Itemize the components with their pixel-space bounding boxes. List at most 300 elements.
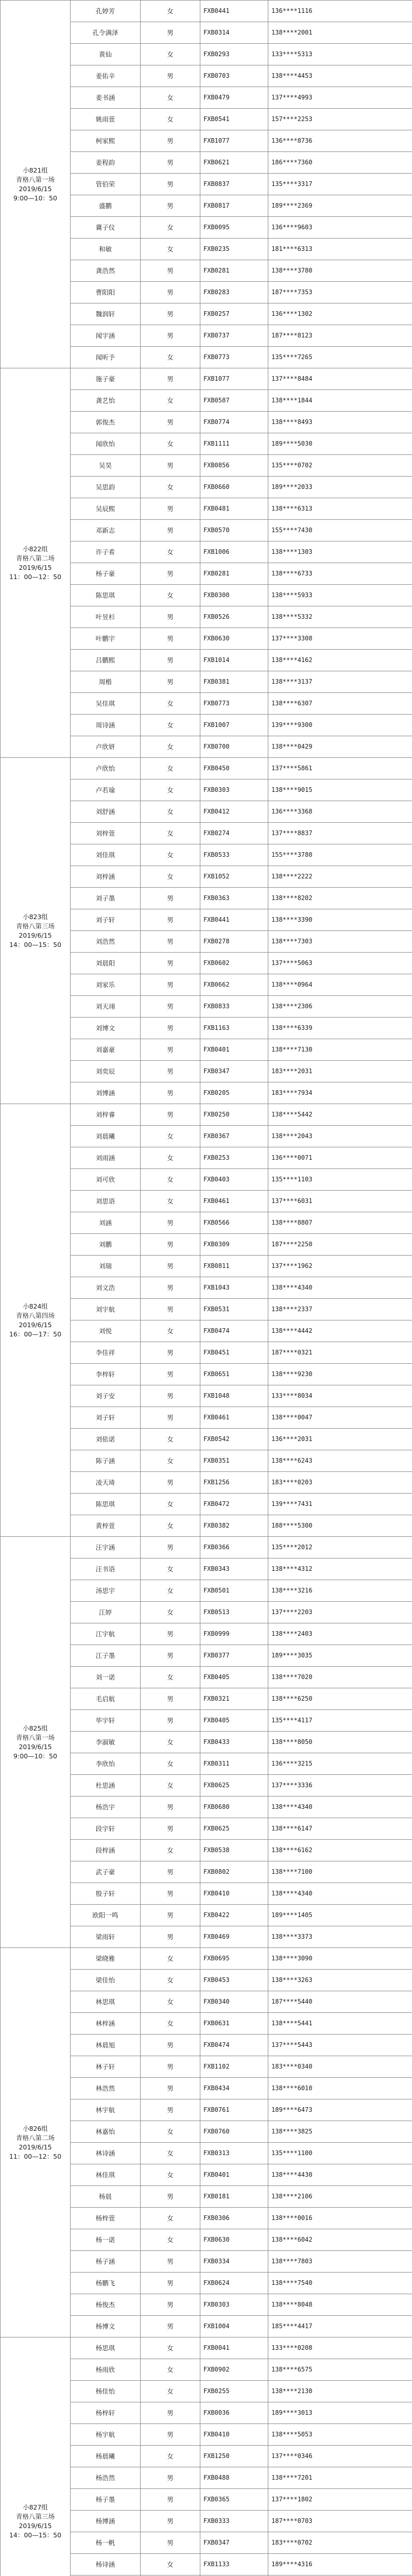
student-id-cell: FXB0773 [200, 347, 268, 368]
student-name-cell: 魏润轩 [71, 303, 141, 325]
gender-cell: 男 [141, 1277, 200, 1299]
gender-cell: 男 [141, 1537, 200, 1558]
phone-cell: 138****3373 [268, 1926, 412, 1948]
gender-cell: 男 [141, 2099, 200, 2121]
group-label-line: 青格八第三场 [15, 922, 55, 930]
gender-cell: 女 [141, 779, 200, 801]
gender-cell: 女 [141, 1602, 200, 1623]
gender-cell: 男 [141, 1364, 200, 1385]
student-name-cell: 李佳祥 [71, 1342, 141, 1364]
phone-cell: 138****4453 [268, 65, 412, 87]
gender-cell: 女 [141, 1970, 200, 1991]
phone-cell: 188****5300 [268, 1515, 412, 1537]
student-id-cell: FXB0401 [200, 1039, 268, 1061]
student-name-cell: 陈思琪 [71, 1494, 141, 1515]
phone-cell: 136****3215 [268, 1753, 412, 1775]
student-name-cell: 刘梓睿 [71, 1104, 141, 1126]
student-name-cell: 武子豪 [71, 1861, 141, 1883]
student-id-cell: FXB0278 [200, 931, 268, 953]
gender-cell: 女 [141, 1991, 200, 2013]
phone-cell: 183****7934 [268, 1082, 412, 1104]
student-name-cell: 刘依诺 [71, 1429, 141, 1450]
phone-cell: 138****8807 [268, 1212, 412, 1234]
gender-cell: 男 [141, 325, 200, 347]
phone-cell: 183****0203 [268, 1472, 412, 1494]
phone-cell: 138****4312 [268, 1558, 412, 1580]
phone-cell: 183****0340 [268, 2056, 412, 2078]
gender-cell: 女 [141, 541, 200, 563]
gender-cell: 男 [141, 1818, 200, 1840]
phone-cell: 138****6313 [268, 498, 412, 520]
phone-cell: 136****8736 [268, 130, 412, 152]
student-id-cell: FXB1077 [200, 130, 268, 152]
phone-cell: 138****2222 [268, 866, 412, 888]
student-id-cell: FXB1250 [200, 2446, 268, 2467]
gender-cell: 男 [141, 888, 200, 909]
student-id-cell: FXB0434 [200, 2078, 268, 2099]
student-name-cell: 黄仙 [71, 44, 141, 65]
gender-cell: 男 [141, 1385, 200, 1407]
phone-cell: 138****2130 [268, 2381, 412, 2402]
student-id-cell: FXB0531 [200, 1299, 268, 1320]
gender-cell: 女 [141, 1753, 200, 1775]
phone-cell: 135****1100 [268, 2143, 412, 2164]
student-id-cell: FXB0405 [200, 1710, 268, 1732]
phone-cell: 138****4162 [268, 650, 412, 671]
phone-cell: 183****0702 [268, 2532, 412, 2554]
gender-cell: 女 [141, 1667, 200, 1688]
gender-cell: 男 [141, 2511, 200, 2532]
phone-cell: 138****5332 [268, 606, 412, 628]
phone-cell: 138****3263 [268, 1970, 412, 1991]
gender-cell: 女 [141, 109, 200, 130]
student-id-cell: FXB0403 [200, 1169, 268, 1191]
student-id-cell: FXB0469 [200, 1926, 268, 1948]
student-name-cell: 刘鹏 [71, 1234, 141, 1256]
phone-cell: 138****1303 [268, 541, 412, 563]
student-name-cell: 杨子涵 [71, 2251, 141, 2273]
student-name-cell: 刘可欣 [71, 1169, 141, 1191]
student-name-cell: 刘天翊 [71, 996, 141, 1018]
phone-cell: 137****1962 [268, 1256, 412, 1277]
gender-cell: 女 [141, 2164, 200, 2186]
student-id-cell: FXB0274 [200, 823, 268, 844]
student-name-cell: 杨鹏飞 [71, 2273, 141, 2294]
student-name-cell: 杜思涵 [71, 1775, 141, 1797]
phone-cell: 135****3317 [268, 174, 412, 195]
group-label-line: 小826组 [23, 2124, 48, 2132]
student-id-cell: FXB0343 [200, 1558, 268, 1580]
student-name-cell: 姚雨萱 [71, 109, 141, 130]
student-id-cell: FXB0422 [200, 1905, 268, 1926]
phone-cell: 138****4430 [268, 2164, 412, 2186]
phone-cell: 138****4340 [268, 1797, 412, 1818]
student-id-cell: FXB1133 [200, 2554, 268, 2575]
phone-cell: 155****7430 [268, 520, 412, 541]
student-name-cell: 刘舒涵 [71, 801, 141, 823]
phone-cell: 138****4340 [268, 1883, 412, 1905]
student-name-cell: 黄梓萱 [71, 1515, 141, 1537]
phone-cell: 137****8837 [268, 823, 412, 844]
phone-cell: 183****2031 [268, 1061, 412, 1082]
gender-cell: 男 [141, 2035, 200, 2056]
gender-cell: 男 [141, 1039, 200, 1061]
student-id-cell: FXB0651 [200, 1364, 268, 1385]
gender-cell: 女 [141, 217, 200, 239]
table-row [1, 758, 412, 779]
student-name-cell: 吴昊 [71, 455, 141, 477]
group-label-line: 小821组 [23, 166, 48, 174]
phone-cell: 137****3336 [268, 1775, 412, 1797]
gender-cell: 女 [141, 1515, 200, 1537]
gender-cell: 女 [141, 1191, 200, 1212]
student-name-cell: 杨子墨 [71, 2489, 141, 2511]
student-name-cell: 刘奕辰 [71, 1061, 141, 1082]
gender-cell: 男 [141, 65, 200, 87]
group-label-line: 2019/6/15 [19, 1320, 52, 1329]
student-id-cell: FXB0703 [200, 65, 268, 87]
group-label-cell [1, 2337, 71, 2576]
student-id-cell: FXB0630 [200, 2229, 268, 2251]
student-id-cell: FXB0281 [200, 563, 268, 585]
phone-cell: 138****0964 [268, 974, 412, 996]
phone-cell: 138****6162 [268, 1840, 412, 1861]
phone-cell: 137****1802 [268, 2489, 412, 2511]
group-label-line: 青格八第二场 [15, 554, 55, 562]
phone-cell: 138****3780 [268, 260, 412, 282]
phone-cell: 135****7265 [268, 347, 412, 368]
group-label-line: 青格八第一场 [15, 175, 55, 183]
student-name-cell: 姜佑辛 [71, 65, 141, 87]
phone-cell: 138****2337 [268, 1299, 412, 1320]
student-name-cell: 杨俊杰 [71, 2294, 141, 2316]
group-label-line: 11：00—12：50 [9, 2152, 62, 2160]
student-id-cell: FXB1006 [200, 541, 268, 563]
gender-cell: 男 [141, 2532, 200, 2554]
student-id-cell: FXB0625 [200, 1818, 268, 1840]
student-name-cell: 陈思琪 [71, 585, 141, 606]
student-name-cell: 林宇航 [71, 2099, 141, 2121]
gender-cell: 女 [141, 1775, 200, 1797]
phone-cell: 187****7353 [268, 282, 412, 303]
student-name-cell: 闻宇涵 [71, 325, 141, 347]
student-name-cell: 刘子轩 [71, 1407, 141, 1429]
student-id-cell: FXB0461 [200, 1191, 268, 1212]
phone-cell: 138****7100 [268, 1861, 412, 1883]
student-name-cell: 盛鹏 [71, 195, 141, 217]
group-label-line: 14：00—15：50 [9, 2531, 62, 2539]
gender-cell: 男 [141, 1688, 200, 1710]
student-name-cell: 毕宇轩 [71, 1710, 141, 1732]
student-id-cell: FXB0817 [200, 195, 268, 217]
group-label-cell [1, 1104, 71, 1537]
gender-cell: 女 [141, 1948, 200, 1970]
gender-cell: 男 [141, 368, 200, 390]
gender-cell: 女 [141, 1558, 200, 1580]
student-id-cell: FXB1102 [200, 2056, 268, 2078]
student-id-cell: FXB0999 [200, 1623, 268, 1645]
student-name-cell: 柯家熙 [71, 130, 141, 152]
phone-cell: 189****1405 [268, 1905, 412, 1926]
gender-cell: 男 [141, 1061, 200, 1082]
student-id-cell: FXB0283 [200, 282, 268, 303]
gender-cell: 女 [141, 1840, 200, 1861]
student-id-cell: FXB0761 [200, 2099, 268, 2121]
phone-cell: 187****2250 [268, 1234, 412, 1256]
student-name-cell: 杨晨曦 [71, 2446, 141, 2467]
student-name-cell: 林诗涵 [71, 2143, 141, 2164]
phone-cell: 189****3035 [268, 1645, 412, 1667]
student-name-cell: 刘佳琪 [71, 844, 141, 866]
student-name-cell: 闻昕予 [71, 347, 141, 368]
gender-cell: 男 [141, 1623, 200, 1645]
gender-cell: 女 [141, 1732, 200, 1753]
gender-cell: 男 [141, 2402, 200, 2424]
student-name-cell: 杨子豪 [71, 563, 141, 585]
student-id-cell: FXB0621 [200, 152, 268, 174]
student-name-cell: 刘瑞 [71, 1256, 141, 1277]
phone-cell: 138****4340 [268, 1277, 412, 1299]
student-id-cell: FXB0036 [200, 2402, 268, 2424]
table-row [1, 1537, 412, 1558]
phone-cell: 138****4442 [268, 1320, 412, 1342]
student-id-cell: FXB0433 [200, 1732, 268, 1753]
student-name-cell: 管伯荣 [71, 174, 141, 195]
phone-cell: 136****0071 [268, 1147, 412, 1169]
student-id-cell: FXB0377 [200, 1645, 268, 1667]
phone-cell: 155****3780 [268, 844, 412, 866]
student-id-cell: FXB0253 [200, 1147, 268, 1169]
gender-cell: 女 [141, 801, 200, 823]
student-name-cell: 周楷 [71, 671, 141, 693]
gender-cell: 女 [141, 736, 200, 758]
gender-cell: 男 [141, 996, 200, 1018]
student-name-cell: 冀子仪 [71, 217, 141, 239]
phone-cell: 138****5933 [268, 585, 412, 606]
student-id-cell: FXB0570 [200, 520, 268, 541]
gender-cell: 女 [141, 1169, 200, 1191]
student-name-cell: 刘雨涵 [71, 1147, 141, 1169]
student-id-cell: FXB1007 [200, 715, 268, 736]
student-id-cell: FXB0441 [200, 1, 268, 22]
student-name-cell: 杨梓轩 [71, 2402, 141, 2424]
phone-cell: 138****6733 [268, 563, 412, 585]
gender-cell: 女 [141, 44, 200, 65]
gender-cell: 男 [141, 2294, 200, 2316]
student-id-cell: FXB0737 [200, 325, 268, 347]
student-name-cell: 刘浩然 [71, 931, 141, 953]
student-name-cell: 殷子轩 [71, 1883, 141, 1905]
student-name-cell: 段宇轩 [71, 1818, 141, 1840]
student-id-cell: FXB0311 [200, 1753, 268, 1775]
student-name-cell: 孔令满泽 [71, 22, 141, 44]
phone-cell: 138****0016 [268, 2208, 412, 2229]
table-row [1, 1948, 412, 1970]
student-name-cell: 杨博涵 [71, 2511, 141, 2532]
phone-cell: 138****8493 [268, 412, 412, 433]
student-id-cell: FXB1043 [200, 1277, 268, 1299]
phone-cell: 133****8034 [268, 1385, 412, 1407]
student-name-cell: 邓新志 [71, 520, 141, 541]
phone-cell: 137****0346 [268, 2446, 412, 2467]
student-id-cell: FXB0856 [200, 455, 268, 477]
gender-cell: 男 [141, 282, 200, 303]
phone-cell: 138****3137 [268, 671, 412, 693]
gender-cell: 男 [141, 606, 200, 628]
student-name-cell: 刘博文 [71, 1018, 141, 1039]
student-name-cell: 周诗涵 [71, 715, 141, 736]
phone-cell: 137****3308 [268, 628, 412, 650]
gender-cell: 女 [141, 87, 200, 109]
gender-cell: 男 [141, 152, 200, 174]
gender-cell: 女 [141, 585, 200, 606]
group-label-line: 2019/6/15 [19, 1742, 52, 1751]
student-id-cell: FXB0309 [200, 1234, 268, 1256]
student-id-cell: FXB0602 [200, 953, 268, 974]
student-id-cell: FXB1048 [200, 1385, 268, 1407]
gender-cell: 男 [141, 974, 200, 996]
phone-cell: 138****2106 [268, 2186, 412, 2208]
student-id-cell: FXB0293 [200, 44, 268, 65]
gender-cell: 男 [141, 1299, 200, 1320]
student-name-cell: 杨思琪 [71, 2337, 141, 2359]
group-label-line: 2019/6/15 [19, 184, 52, 193]
student-id-cell: FXB0488 [200, 2467, 268, 2489]
student-name-cell: 李梓轩 [71, 1364, 141, 1385]
phone-cell: 186****7360 [268, 152, 412, 174]
group-label-cell [1, 1948, 71, 2337]
student-id-cell: FXB0774 [200, 412, 268, 433]
gender-cell: 女 [141, 866, 200, 888]
phone-cell: 138****7303 [268, 931, 412, 953]
student-id-cell: FXB0450 [200, 758, 268, 779]
gender-cell: 男 [141, 1082, 200, 1104]
phone-cell: 187****8123 [268, 325, 412, 347]
gender-cell: 男 [141, 1234, 200, 1256]
student-name-cell: 孔婷芳 [71, 1, 141, 22]
student-id-cell: FXB0250 [200, 1104, 268, 1126]
student-name-cell: 杨一诺 [71, 2229, 141, 2251]
student-name-cell: 林嘉怡 [71, 2121, 141, 2143]
student-id-cell: FXB1004 [200, 2316, 268, 2337]
student-name-cell: 梁雨轩 [71, 1926, 141, 1948]
gender-cell: 女 [141, 2359, 200, 2381]
student-name-cell: 江婷 [71, 1602, 141, 1623]
student-id-cell: FXB0314 [200, 22, 268, 44]
phone-cell: 185****4417 [268, 2316, 412, 2337]
student-id-cell: FXB0205 [200, 1082, 268, 1104]
student-id-cell: FXB0660 [200, 477, 268, 498]
phone-cell: 187****5440 [268, 1991, 412, 2013]
student-id-cell: FXB0630 [200, 628, 268, 650]
student-id-cell: FXB0255 [200, 2381, 268, 2402]
student-name-cell: 刘子安 [71, 1385, 141, 1407]
group-label-line: 2019/6/15 [19, 2143, 52, 2151]
student-id-cell: FXB0533 [200, 844, 268, 866]
gender-cell: 女 [141, 2143, 200, 2164]
phone-cell: 138****6250 [268, 1688, 412, 1710]
student-name-cell: 叶昱杉 [71, 606, 141, 628]
gender-cell: 男 [141, 2316, 200, 2337]
gender-cell: 女 [141, 433, 200, 455]
student-id-cell: FXB0479 [200, 87, 268, 109]
student-id-cell: FXB1052 [200, 866, 268, 888]
phone-cell: 138****6010 [268, 2078, 412, 2099]
gender-cell: 男 [141, 1104, 200, 1126]
phone-cell: 138****6307 [268, 693, 412, 715]
student-id-cell: FXB0095 [200, 217, 268, 239]
student-name-cell: 吴佳琪 [71, 693, 141, 715]
group-label-line: 16：00—17：50 [9, 1330, 62, 1338]
student-id-cell: FXB0472 [200, 1494, 268, 1515]
student-id-cell: FXB0347 [200, 1061, 268, 1082]
student-name-cell: 许子希 [71, 541, 141, 563]
gender-cell: 女 [141, 844, 200, 866]
phone-cell: 139****7431 [268, 1494, 412, 1515]
student-name-cell: 闻欣怡 [71, 433, 141, 455]
phone-cell: 138****5053 [268, 2424, 412, 2446]
gender-cell: 男 [141, 1861, 200, 1883]
gender-cell: 女 [141, 1580, 200, 1602]
student-id-cell: FXB1077 [200, 368, 268, 390]
phone-cell: 189****3013 [268, 2402, 412, 2424]
student-id-cell: FXB0340 [200, 1991, 268, 2013]
phone-cell: 137****8484 [268, 368, 412, 390]
table-row [1, 1104, 412, 1126]
student-name-cell: 刘宇航 [71, 1299, 141, 1320]
student-id-cell: FXB0453 [200, 1970, 268, 1991]
student-id-cell: FXB1163 [200, 1018, 268, 1039]
student-name-cell: 刘子轩 [71, 909, 141, 931]
gender-cell: 男 [141, 2273, 200, 2294]
gender-cell: 男 [141, 909, 200, 931]
student-name-cell: 刘博涵 [71, 1082, 141, 1104]
phone-cell: 138****9015 [268, 779, 412, 801]
phone-cell: 189****4316 [268, 2554, 412, 2575]
gender-cell: 女 [141, 1429, 200, 1450]
student-name-cell: 林梓涵 [71, 2013, 141, 2035]
student-id-cell: FXB0347 [200, 2532, 268, 2554]
gender-cell: 女 [141, 2121, 200, 2143]
phone-cell: 189****5030 [268, 433, 412, 455]
student-name-cell: 汪书语 [71, 1558, 141, 1580]
gender-cell: 男 [141, 2251, 200, 2273]
student-id-cell: FXB0902 [200, 2359, 268, 2381]
student-id-cell: FXB0538 [200, 1840, 268, 1861]
student-id-cell: FXB0281 [200, 260, 268, 282]
student-name-cell: 欧阳一鸣 [71, 1905, 141, 1926]
phone-cell: 138****6147 [268, 1818, 412, 1840]
student-name-cell: 刘嘉豪 [71, 1039, 141, 1061]
gender-cell: 女 [141, 1126, 200, 1147]
group-label-line: 2019/6/15 [19, 563, 52, 571]
student-id-cell: FXB0412 [200, 801, 268, 823]
student-id-cell: FXB0695 [200, 1948, 268, 1970]
gender-cell: 男 [141, 2489, 200, 2511]
phone-cell: 137****4993 [268, 87, 412, 109]
phone-cell: 136****2031 [268, 1429, 412, 1450]
student-name-cell: 卢欣妍 [71, 736, 141, 758]
phone-cell: 138****2043 [268, 1126, 412, 1147]
student-id-cell: FXB0300 [200, 585, 268, 606]
student-name-cell: 杨宇航 [71, 2424, 141, 2446]
student-name-cell: 杨雨欣 [71, 2359, 141, 2381]
student-id-cell: FXB0811 [200, 1256, 268, 1277]
phone-cell: 137****5861 [268, 758, 412, 779]
gender-cell: 男 [141, 2467, 200, 2489]
student-name-cell: 曹阳阳 [71, 282, 141, 303]
student-name-cell: 江宇航 [71, 1623, 141, 1645]
